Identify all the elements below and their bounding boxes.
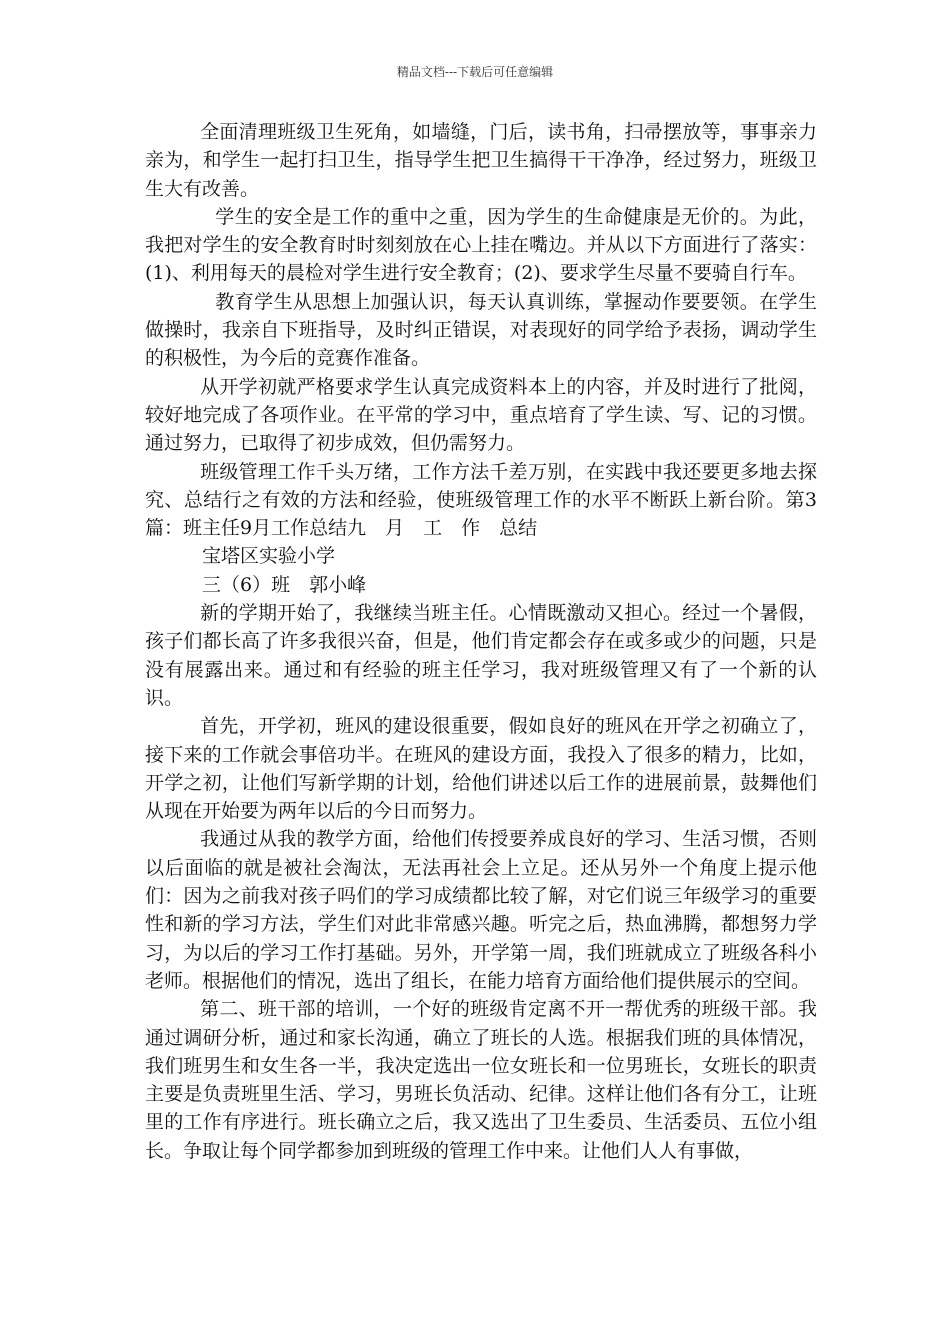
class-author: 三（6）班 郭小峰 bbox=[202, 573, 367, 596]
paragraph-management: 班级管理工作千头万绪，工作方法千差万别，在实践中我还要更多地去探究、总结行之有效的方法和经验，使班级管理工作的水平不断跃上新台阶。第3篇：班主任9月工作总结九 月 工 作 总结 bbox=[145, 460, 817, 540]
paragraph-class-spirit: 首先，开学初，班风的建设很重要，假如良好的班风在开学之初确立了，接下来的工作就会事倍功半。在班风的建设方面，我投入了很多的精力，比如，开学之初，让他们写新学期的计划，给他们讲述以后工作的进展前景，鼓舞他们从现在开始要为两年以后的今日而努力。 bbox=[145, 715, 817, 823]
paragraph-cleaning: 全面清理班级卫生死角，如墙缝，门后，读书角，扫帚摆放等，事事亲力亲为，和学生一起打扫卫生，指导学生把卫生搞得干干净净，经过努力，班级卫生大有改善。 bbox=[145, 121, 817, 200]
school-name: 宝塔区实验小学 bbox=[202, 545, 336, 568]
document-body bbox=[145, 118, 817, 1165]
paragraph-study-habits: 我通过从我的教学方面，给他们传授要养成良好的学习、生活习惯，否则以后面临的就是被社会淘汰，无法再社会上立足。还从另外一个角度上提示他们：因为之前我对孩子吗们的学习成绩都比较了解，对它们说三年级学习的重要性和新的学习方法，学生们对此非常感兴趣。听完之后，热血沸腾，都想努力学习，为以后的学习工作打基础。另外，开学第一周，我们班就成立了班级各科小老师。根据他们的情况，选出了组长，在能力培育方面给他们提供展示的空间。 bbox=[145, 828, 817, 992]
paragraph-new-term: 新的学期开始了，我继续当班主任。心情既激动又担心。经过一个暑假，孩子们都长高了许多我很兴奋，但是，他们肯定都会存在或多或少的问题，只是没有展露出来。通过和有经验的班主任学习，我对班级管理又有了一个新的认识。 bbox=[145, 602, 817, 709]
paragraph-class-cadres: 第二、班干部的培训，一个好的班级肯定离不开一帮优秀的班级干部。我通过调研分析，通过和家长沟通，确立了班长的人选。根据我们班的具体情况，我们班男生和女生各一半，我决定选出一位女班长和一位男班长，女班长的职责主要是负责班里生活、学习，男班长负活动、纪律。这样让他们各有分工，让班里的工作有序进行。班长确立之后，我又选出了卫生委员、生活委员、五位小组长。争取让每个同学都参加到班级的管理工作中来。让他们人人有事做， bbox=[145, 998, 817, 1162]
page-header: 精品文档---下载后可任意编辑 bbox=[396, 65, 554, 79]
paragraph-safety: 学生的安全是工作的重中之重，因为学生的生命健康是无价的。为此，我把对学生的安全教育时时刻刻放在心上挂在嘴边。并从以下方面进行了落实：(1)、利用每天的晨检对学生进行安全教育；(2)、要求学生尽量不要骑自行车。 bbox=[145, 205, 817, 285]
paragraph-homework: 从开学初就严格要求学生认真完成资料本上的内容，并及时进行了批阅，较好地完成了各项作业。在平常的学习中，重点培育了学生读、写、记的习惯。通过努力，已取得了初步成效，但仍需努力。 bbox=[145, 375, 817, 455]
paragraph-exercise: 教育学生从思想上加强认识，每天认真训练，掌握动作要要领。在学生做操时，我亲自下班指导，及时纠正错误，对表现好的同学给予表扬，调动学生的积极性，为今后的竞赛作准备。 bbox=[145, 290, 817, 370]
